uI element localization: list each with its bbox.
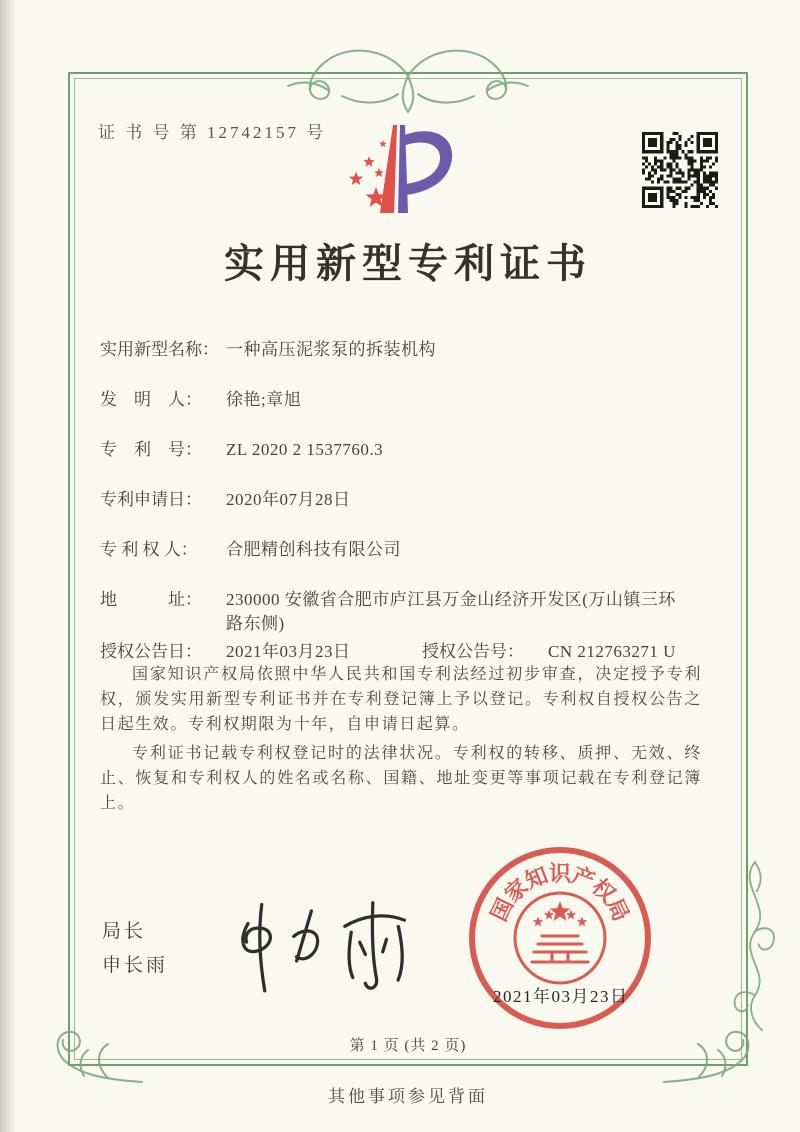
scan-edge-shadow [0,0,16,1132]
seal-emblem-stars [533,901,587,926]
field-label: 专利申请日： [100,490,202,509]
svg-text:局: 局 [601,894,635,926]
legal-paragraph-2: 专利证书记载专利权登记时的法律状况。专利权的转移、质押、无效、终止、恢复和专利权人的姓名或名称、国籍、地址变更等事项记载在专利登记簿上。 [100,745,702,812]
signer-name: 申长雨 [102,955,169,976]
legal-text-block [100,662,702,820]
field-row-inventor [100,388,708,412]
svg-text:识: 识 [548,861,572,886]
svg-text:知: 知 [521,862,552,894]
field-label: 地 址： [100,590,202,609]
logo-stars [349,140,387,207]
svg-text:权: 权 [587,873,621,908]
field-value: 230000 安徽省合肥市庐江县万金山经济开发区(万山镇三环路东侧) [226,590,676,633]
field-label: 授权公告日： [100,642,202,661]
field-value: CN 212763271 U [548,642,676,661]
field-row-patentee [100,538,708,562]
field-label: 发 明 人： [100,390,202,409]
field-value: 合肥精创科技有限公司 [226,540,401,559]
field-label: 实用新型名称： [100,340,219,359]
field-row-grant [100,640,708,664]
page-number: 第 1 页 (共 2 页) [349,1038,467,1054]
grant-number-pair [422,640,676,664]
field-row-utility-name [100,338,708,362]
cnipa-logo-icon [336,116,462,222]
certificate-fields [100,338,708,690]
field-value: 2021年03月23日 [226,642,351,661]
field-value: ZL 2020 2 1537760.3 [226,440,384,459]
field-label: 专 利 权 人： [100,540,198,559]
handwritten-signature-icon [220,888,434,1003]
field-row-address [100,588,708,636]
field-value: 徐艳;章旭 [226,390,302,409]
svg-text:国: 国 [485,894,519,926]
seal-emblem-gate [532,936,588,962]
field-label: 授权公告号： [422,642,524,661]
signer-title: 局长 [102,921,147,942]
legal-paragraph-1: 国家知识产权局依照中华人民共和国专利法经过初步审查，决定授予专利权，颁发实用新型专利证书并在专利登记簿上予以登记。专利权自授权公告之日起生效。专利权期限为十年，自申请日起算。 [100,666,702,733]
back-side-note: 其他事项参见背面 [328,1087,488,1106]
field-value: 一种高压泥浆泵的拆装机构 [226,340,436,359]
field-row-filing-date [100,488,708,512]
certificate-title: 实用新型专利证书 [224,241,592,286]
field-value: 2020年07月28日 [226,490,351,509]
certificate-number: 证 书 号 第 12742157 号 [98,123,327,142]
field-row-patent-no [100,438,708,462]
svg-text:家: 家 [499,873,533,908]
svg-text:产: 产 [568,862,599,894]
field-label: 专 利 号： [100,440,202,459]
seal-date: 2021年03月23日 [493,987,629,1006]
qr-code [642,132,718,208]
